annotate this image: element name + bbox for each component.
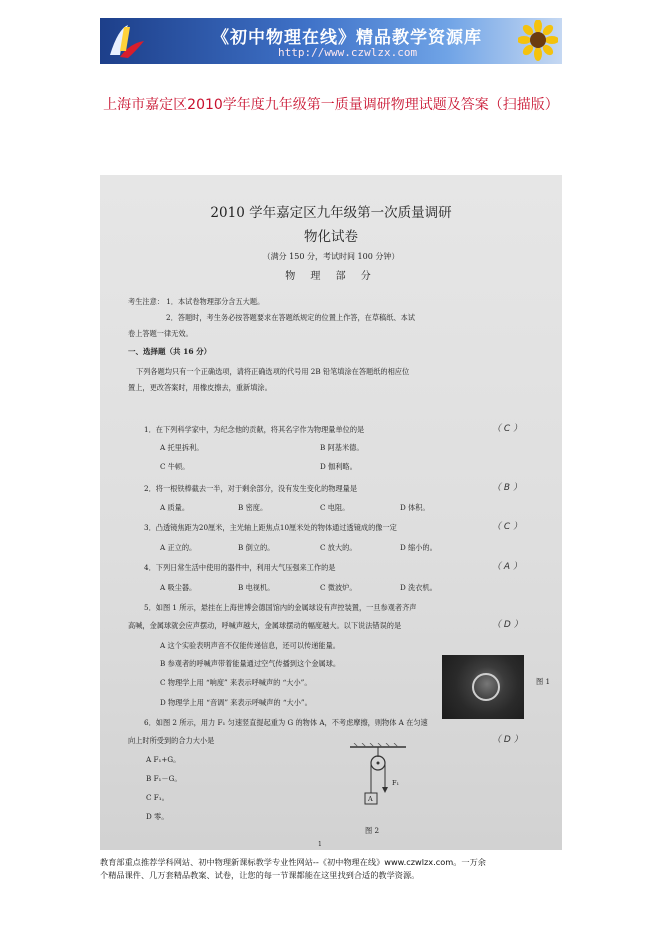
question-option: D 体积。	[400, 503, 430, 512]
question-stem: 5．如图 1 所示，悬挂在上海世博会德国馆内的金属球设有声控装置，一旦参观者齐声	[144, 603, 417, 612]
question-option: B 阿基米德。	[320, 443, 364, 452]
question-stem: 1．在下列科学家中，为纪念他的贡献，将其名字作为物理量单位的是	[144, 425, 365, 434]
instruction-line: 下列各题均只有一个正确选项，请将正确选项的代号用 2B 铅笔填涂在答题纸的相应位	[136, 367, 410, 376]
document-title: 上海市嘉定区2010学年度九年级第一质量调研物理试题及答案（扫描版）	[103, 97, 559, 113]
question-option: B F₁－G。	[146, 774, 182, 783]
section-heading: 一、选择题（共 16 分）	[128, 347, 212, 356]
question-option: C F₁。	[146, 793, 169, 802]
exam-subtitle: 物化试卷	[304, 229, 358, 245]
question-option: A 正立的。	[160, 543, 197, 552]
question-answer: （ C ）	[492, 424, 523, 434]
footer-line: 个精品课件、几万套精品教案、试卷，让您的每一节课都能在这里找到合适的教学资源。	[100, 869, 420, 880]
question-option: D 洗衣机。	[400, 583, 437, 592]
note-line: 卷上答题一律无效。	[128, 329, 193, 338]
figure-label: 图 2	[365, 826, 380, 835]
page-number: 1	[318, 841, 322, 848]
question-option: C 物理学上用 “响度” 来表示呼喊声的 “大小”。	[160, 678, 312, 687]
question-answer: （ B ）	[492, 483, 522, 493]
banner-title: 《初中物理在线》精品教学资源库	[212, 28, 482, 48]
question-stem: 向上时所受到的合力大小是	[128, 736, 215, 745]
figure-label: 图 1	[536, 677, 551, 686]
question-stem: 2．将一根铁棒截去一半，对于剩余部分，没有发生变化的物理量是	[144, 484, 358, 493]
question-answer: （ D ）	[492, 620, 523, 630]
question-option: A 质量。	[160, 503, 190, 512]
site-logo-icon	[104, 21, 148, 61]
metal-ball-icon	[472, 673, 500, 701]
question-option: A F₁+G。	[146, 755, 181, 764]
instruction-line: 置上，更改答案时，用橡皮擦去，重新填涂。	[128, 383, 272, 392]
note-line: 考生注意： 1．本试卷物理部分含五大题。	[128, 297, 265, 306]
question-option: A 托里拆利。	[160, 443, 204, 452]
question-option: D 零。	[146, 812, 169, 821]
question-option: C 电阻。	[320, 503, 350, 512]
footer-note	[100, 856, 570, 881]
question-option: D 物理学上用 “音调” 来表示呼喊声的 “大小”。	[160, 698, 312, 707]
scanned-exam-page	[100, 175, 562, 850]
sunflower-icon	[518, 20, 558, 62]
question-option: B 倒立的。	[238, 543, 275, 552]
question-option: A 这个实验表明声音不仅能传递信息，还可以传递能量。	[160, 641, 340, 650]
question-option: B 密度。	[238, 503, 268, 512]
banner-url-link[interactable]: http://www.czwlzx.com	[278, 46, 418, 59]
block-label: A	[368, 795, 373, 803]
question-answer: （ D ）	[492, 735, 523, 745]
question-option: C 牛顿。	[160, 462, 190, 471]
question-option: B 电视机。	[238, 583, 275, 592]
question-option: B 参观者的呼喊声带着能量通过空气传播到这个金属球。	[160, 659, 341, 668]
force-label: F₁	[392, 779, 400, 787]
question-option: D 缩小的。	[400, 543, 437, 552]
question-answer: （ A ）	[492, 562, 522, 572]
question-option: D 伽利略。	[320, 462, 357, 471]
question-stem: 3．凸透镜焦距为20厘米，主光轴上距焦点10厘米处的物体通过透镜成的像一定	[144, 523, 397, 532]
exam-title: 2010 学年嘉定区九年级第一次质量调研	[210, 205, 452, 221]
site-banner	[100, 18, 562, 64]
question-stem: 高喊，金属球就会应声摆动，呼喊声越大，金属球摆动的幅度越大。以下说法错误的是	[128, 621, 402, 630]
footer-line: 教育部重点推荐学科网站、初中物理新课标教学专业性网站--《初中物理在线》www.czwlzx.com。一万余	[100, 857, 486, 867]
exam-part: 物 理 部 分	[285, 271, 377, 282]
question-answer: （ C ）	[492, 522, 523, 532]
question-option: A 吸尘器。	[160, 583, 197, 592]
exam-info: （满分 150 分，考试时间 100 分钟）	[262, 252, 400, 261]
question-stem: 6．如图 2 所示，用力 F₁ 匀速竖直提起重为 G 的物体 A，不考虑摩擦，则物体 A 在匀速	[144, 718, 428, 727]
question-stem: 4．下列日常生活中使用的器件中，利用大气压强来工作的是	[144, 563, 336, 572]
figure-1-photo	[442, 655, 524, 719]
question-option: C 放大的。	[320, 543, 357, 552]
question-option: C 微波炉。	[320, 583, 357, 592]
note-line: 2．答题时，考生务必按答题要求在答题纸规定的位置上作答，在草稿纸、本试	[166, 313, 415, 322]
